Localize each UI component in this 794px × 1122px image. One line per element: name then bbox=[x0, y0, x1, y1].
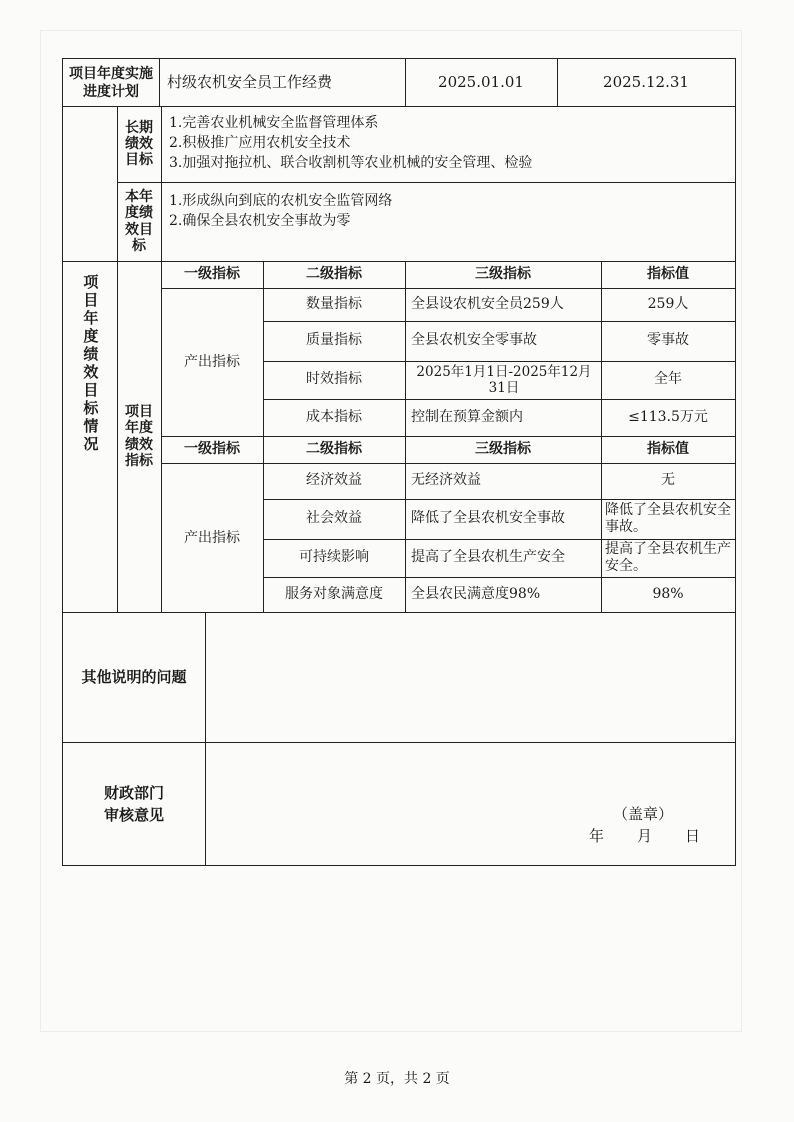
output-level3: 全县设农机安全员259人 bbox=[411, 295, 564, 312]
header-value: 指标值 bbox=[647, 440, 689, 457]
annual-goal-item: 2.确保全县农机安全事故为零 bbox=[169, 213, 351, 229]
effect-level3: 无经济效益 bbox=[411, 472, 481, 489]
annual-goals-label bbox=[117, 182, 161, 261]
progress-plan-label: 项目年度实施进度计划 bbox=[69, 65, 153, 100]
header-level2: 二级指标 bbox=[306, 440, 362, 457]
long-term-goal-item: 1.完善农业机械安全监督管理体系 bbox=[169, 115, 379, 131]
header-level3: 三级指标 bbox=[475, 440, 531, 457]
output-level3: 全县农机安全零事故 bbox=[411, 332, 537, 349]
progress-start-date: 2025.01.01 bbox=[438, 73, 524, 92]
header-level1: 一级指标 bbox=[184, 440, 240, 457]
effect-level2: 服务对象满意度 bbox=[285, 585, 383, 602]
header-level3: 三级指标 bbox=[475, 265, 531, 282]
finance-review-label-line2: 审核意见 bbox=[103, 805, 164, 824]
header-level1: 一级指标 bbox=[184, 265, 240, 282]
date-day-label: 日 bbox=[685, 826, 701, 845]
indicators-label-text: 项目年度绩效指标 bbox=[125, 404, 153, 469]
effect-level2: 社会效益 bbox=[306, 510, 362, 527]
long-term-goals-label bbox=[117, 106, 161, 182]
effect-value: 无 bbox=[661, 472, 675, 489]
output-level2: 数量指标 bbox=[306, 295, 362, 312]
effect-level1-label: 产出指标 bbox=[184, 529, 240, 546]
long-term-goals-list bbox=[169, 113, 729, 173]
effect-level3: 提高了全县农机生产安全 bbox=[411, 549, 565, 566]
output-value: ≤113.5万元 bbox=[628, 408, 708, 425]
date-year-label: 年 bbox=[589, 826, 605, 845]
effect-level3: 降低了全县农机安全事故 bbox=[411, 510, 565, 527]
long-term-goals-label-text: 长期绩效目标 bbox=[125, 119, 153, 169]
annual-goals-label-text: 本年度绩效目标 bbox=[125, 189, 153, 254]
output-value: 零事故 bbox=[647, 332, 689, 349]
progress-task: 村级农机安全员工作经费 bbox=[167, 73, 333, 92]
finance-review-label-line1: 财政部门 bbox=[103, 783, 164, 802]
effect-value: 降低了全县农机安全事故。 bbox=[605, 502, 731, 535]
output-value: 259人 bbox=[647, 295, 689, 312]
annual-goals-list bbox=[169, 191, 729, 231]
indicators-label bbox=[117, 261, 161, 612]
output-level3: 控制在预算金额内 bbox=[411, 408, 523, 425]
output-level3: 2025年1月1日-2025年12月31日 bbox=[416, 364, 592, 396]
annual-goal-item: 1.形成纵向到底的农机安全监管网络 bbox=[169, 193, 393, 209]
date-month-label: 月 bbox=[637, 826, 653, 845]
output-value: 全年 bbox=[654, 371, 682, 388]
header-value: 指标值 bbox=[647, 265, 689, 282]
goals-section-label: 项目年度绩效目标情况 bbox=[81, 274, 100, 454]
effect-level3: 全县农民满意度98% bbox=[411, 585, 541, 602]
effect-level2: 经济效益 bbox=[306, 472, 362, 489]
long-term-goal-item: 3.加强对拖拉机、联合收割机等农业机械的安全管理、检验 bbox=[169, 155, 533, 171]
long-term-goal-item: 2.积极推广应用农机安全技术 bbox=[169, 135, 351, 151]
page-number: 第 2 页，共 2 页 bbox=[344, 1071, 450, 1087]
effect-level2: 可持续影响 bbox=[299, 549, 369, 566]
finance-review-label bbox=[63, 742, 205, 865]
effect-value: 提高了全县农机生产安全。 bbox=[605, 541, 731, 574]
progress-end-date: 2025.12.31 bbox=[603, 73, 689, 92]
effect-value: 98% bbox=[652, 585, 684, 602]
performance-table bbox=[62, 58, 736, 866]
other-issues-label: 其他说明的问题 bbox=[81, 667, 187, 686]
header-level2: 二级指标 bbox=[306, 265, 362, 282]
output-level1-label: 产出指标 bbox=[184, 354, 240, 370]
output-level2: 质量指标 bbox=[306, 332, 362, 349]
output-level2: 成本指标 bbox=[306, 408, 362, 425]
output-level2: 时效指标 bbox=[306, 371, 362, 388]
seal-placeholder: （盖章） bbox=[613, 804, 674, 823]
